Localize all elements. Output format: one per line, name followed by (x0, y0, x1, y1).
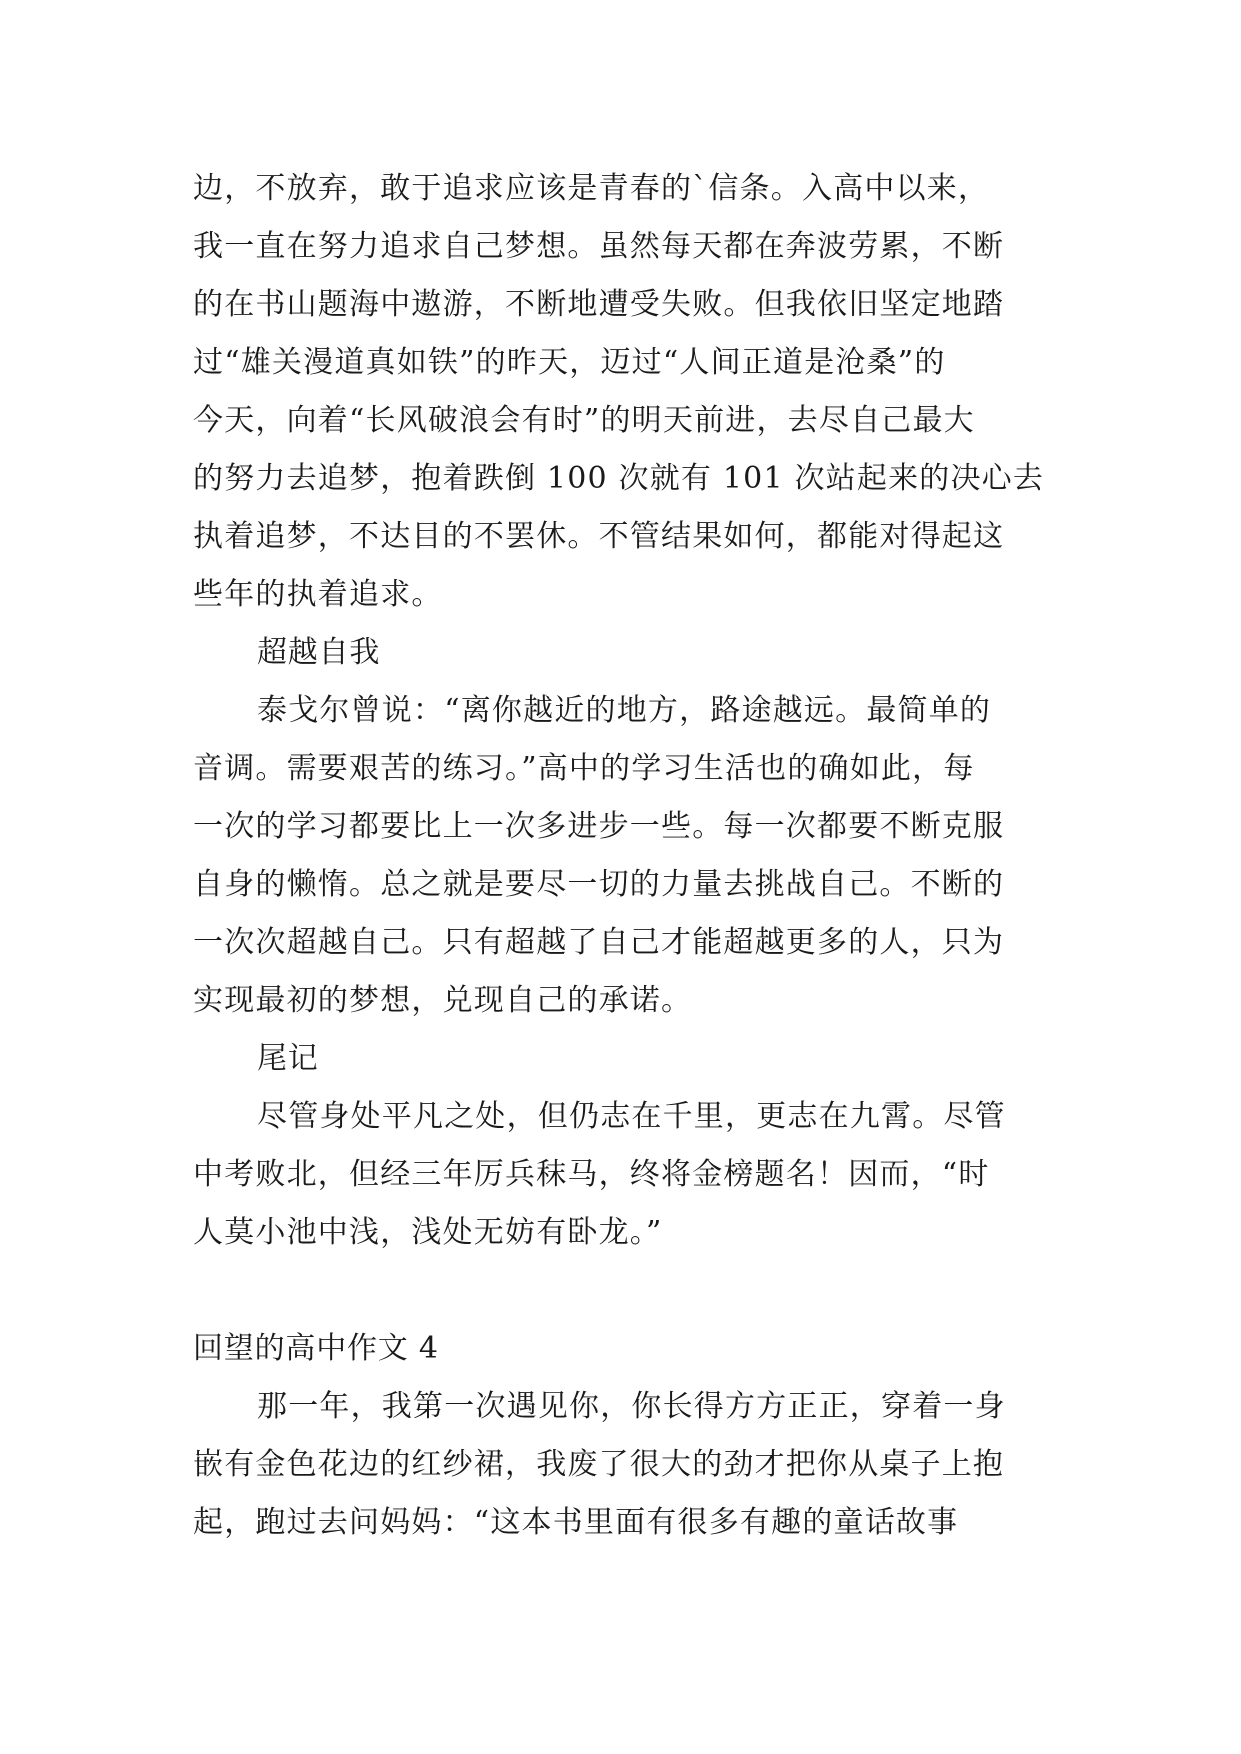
text-line: 人莫小池中浅，浅处无妨有卧龙。” (193, 1215, 663, 1250)
text-line: 边，不放弃，敢于追求应该是青春的`信条。入高中以来， (193, 171, 990, 206)
paragraph-3 (193, 1088, 1053, 1262)
text-line: 过“雄关漫道真如铁”的昨天，迈过“人间正道是沧桑”的 (193, 345, 946, 380)
text-line: 些年的执着追求。 (193, 577, 443, 612)
text-line: 我一直在努力追求自己梦想。虽然每天都在奔波劳累，不断 (193, 229, 1005, 264)
text-line: 那一年，我第一次遇见你，你长得方方正正，穿着一身 (257, 1389, 1006, 1424)
text-line: 起，跑过去问妈妈：“这本书里面有很多有趣的童话故事 (193, 1505, 959, 1540)
text-line: 的努力去追梦，抱着跌倒 100 次就有 101 次站起来的决心去 (193, 461, 1045, 496)
text-line: 嵌有金色花边的红纱裙，我废了很大的劲才把你从桌子上抱 (193, 1447, 1005, 1482)
paragraph-1 (193, 160, 1053, 624)
text-line: 音调。需要艰苦的练习。”高中的学习生活也的确如此，每 (193, 751, 975, 786)
text-line: 一次次超越自己。只有超越了自己才能超越更多的人，只为 (193, 925, 1005, 960)
text-line: 自身的懒惰。总之就是要尽一切的力量去挑战自己。不断的 (193, 867, 1005, 902)
essay-title: 回望的高中作文 4 (193, 1331, 439, 1366)
section-title-surpass-self: 超越自我 (257, 635, 381, 670)
text-line: 尽管身处平凡之处，但仍志在千里，更志在九霄。尽管 (257, 1099, 1006, 1134)
text-line: 的在书山题海中遨游，不断地遭受失败。但我依旧坚定地踏 (193, 287, 1005, 322)
text-line: 今天，向着“长风破浪会有时”的明天前进，去尽自己最大 (193, 403, 975, 438)
section-title-epilogue: 尾记 (257, 1041, 319, 1076)
text-line: 执着追梦，不达目的不罢休。不管结果如何，都能对得起这 (193, 519, 1005, 554)
text-line: 泰戈尔曾说：“离你越近的地方，路途越远。最简单的 (257, 693, 992, 728)
blank-line (193, 1262, 1053, 1320)
document-page (193, 160, 1053, 1552)
text-line: 一次的学习都要比上一次多进步一些。每一次都要不断克服 (193, 809, 1005, 844)
paragraph-2 (193, 682, 1053, 1030)
text-line: 实现最初的梦想，兑现自己的承诺。 (193, 983, 693, 1018)
paragraph-4 (193, 1378, 1053, 1552)
text-line: 中考败北，但经三年厉兵秣马，终将金榜题名！因而，“时 (193, 1157, 990, 1192)
